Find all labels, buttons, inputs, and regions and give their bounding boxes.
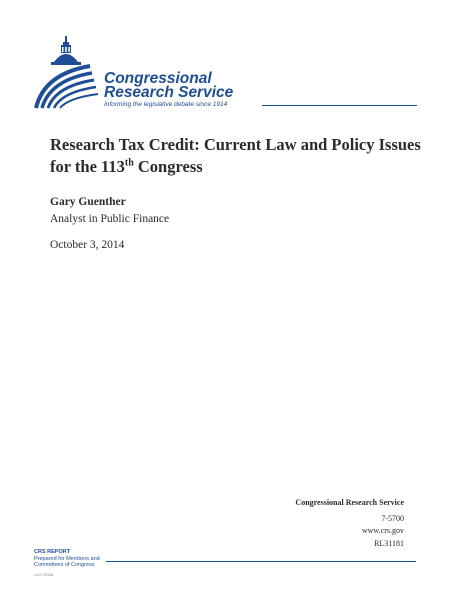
author-position: Analyst in Public Finance xyxy=(50,213,170,225)
crs-phone: 7-5700 xyxy=(381,513,404,523)
crs-report-line2: Prepared for Members and xyxy=(34,555,100,562)
report-title xyxy=(50,134,430,178)
crs-logo xyxy=(34,36,424,111)
logo-tagline: Informing the legislative debate since 1914 xyxy=(104,101,228,108)
page-code: c11173008 xyxy=(34,572,54,577)
crs-org: Congressional Research Service xyxy=(295,498,404,507)
crs-report-heading: CRS REPORT xyxy=(34,549,71,555)
crs-contact-block xyxy=(295,497,404,550)
capitol-dome-icon xyxy=(34,36,109,111)
report-date: October 3, 2014 xyxy=(50,239,125,251)
logo-name-line1: Congressional xyxy=(104,70,212,87)
crs-report-line3: Committees of Congress xyxy=(34,562,95,568)
logo-rule xyxy=(262,105,417,106)
crs-web: www.crs.gov xyxy=(361,526,404,535)
crs-report-number: RL31181 xyxy=(374,538,404,548)
logo-name xyxy=(104,72,233,100)
title-end: Congress xyxy=(133,157,203,176)
title-main: Research Tax Credit: Current Law and Policy Issues for the 113 xyxy=(50,135,421,176)
title-superscript: th xyxy=(124,157,134,169)
logo-name-line2: Research Service xyxy=(104,84,234,101)
crs-report-label xyxy=(34,549,100,569)
author-name: Gary Guenther xyxy=(50,196,126,208)
footer-rule xyxy=(106,561,416,562)
